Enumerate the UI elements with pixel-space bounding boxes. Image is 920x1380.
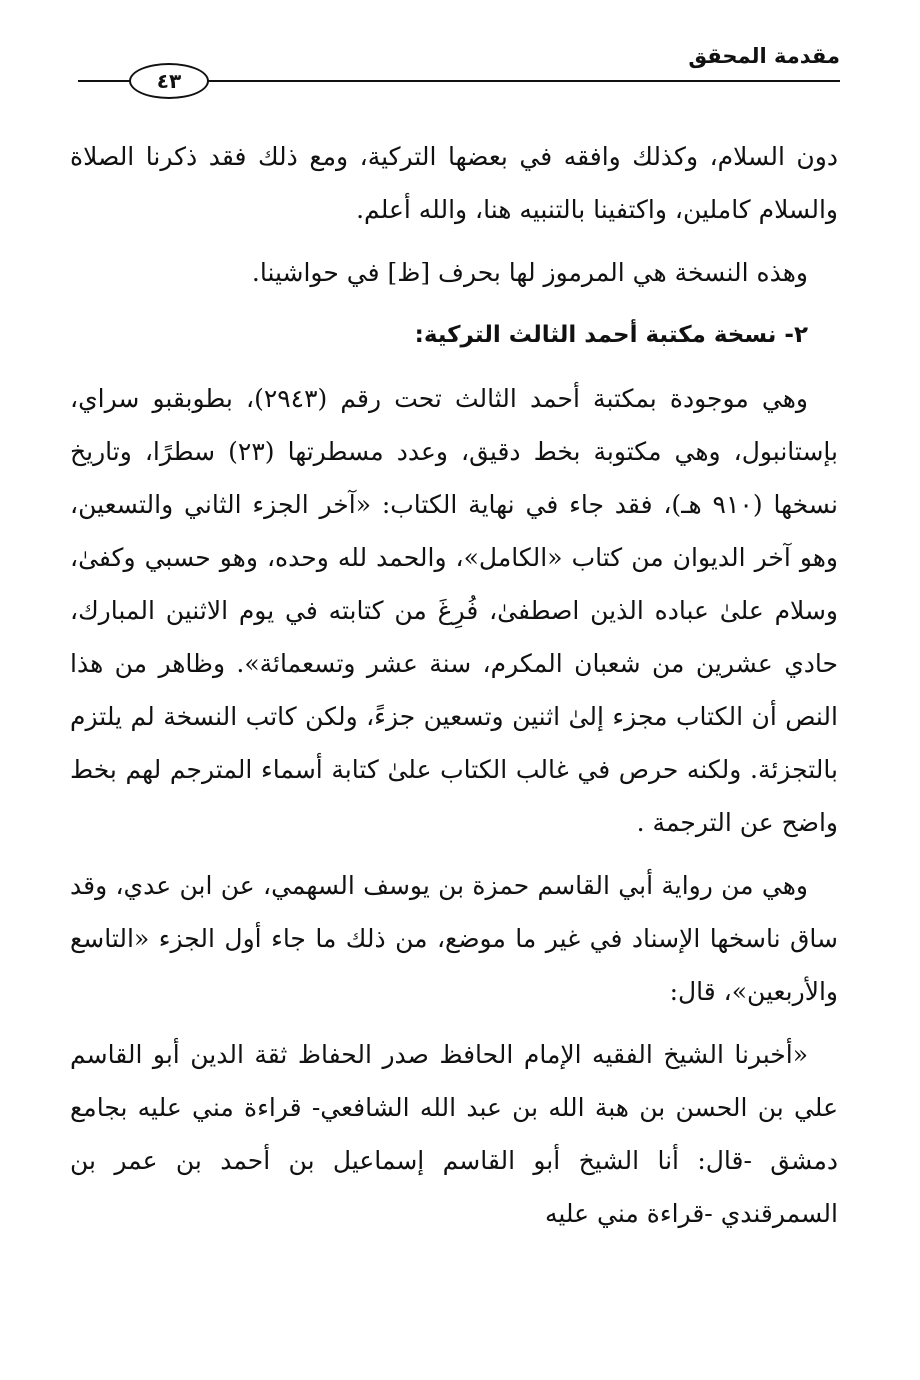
page-number: ٤٣ (156, 69, 182, 93)
page-header (0, 0, 920, 110)
paragraph-1: دون السلام، وكذلك وافقه في بعضها التركية، ومع ذلك فقد ذكرنا الصلاة والسلام كاملين، واكتفينا بالتنبيه هنا، والله أعلم. (70, 142, 838, 224)
paragraph-gap (70, 362, 838, 372)
paragraph-gap (70, 299, 838, 309)
paragraph-gap (70, 1018, 838, 1028)
paragraph-gap (70, 849, 838, 859)
paragraph-2: وهذه النسخة هي المرموز لها بحرف [ظ] في حواشينا. (251, 258, 808, 287)
paragraph-5: «أخبرنا الشيخ الفقيه الإمام الحافظ صدر الحفاظ ثقة الدين أبو القاسم علي بن الحسن بن هبة الله بن عبد الله الشافعي- قراءة مني عليه بجامع دمشق -قال: أنا الشيخ أبو القاسم إسماعيل بن أحمد بن عمر بن السمرقندي -قراءة مني عليه (70, 1040, 838, 1228)
body-text (70, 130, 838, 1240)
page-number-oval (129, 63, 209, 99)
paragraph-gap (70, 236, 838, 246)
paragraph-4: وهي من رواية أبي القاسم حمزة بن يوسف السهمي، عن ابن عدي، وقد ساق ناسخها الإسناد في غير ما موضع، من ذلك ما جاء أول الجزء «التاسع والأربعين»، قال: (70, 871, 838, 1006)
section-heading: ٢- نسخة مكتبة أحمد الثالث التركية: (414, 322, 808, 348)
paragraph-3: وهي موجودة بمكتبة أحمد الثالث تحت رقم (٢٩٤٣)، بطوبقبو سراي، بإستانبول، وهي مكتوبة بخط دقيق، وعدد مسطرتها (٢٣) سطرًا، وتاريخ نسخها (٩١٠ هـ)، فقد جاء في نهاية الكتاب: «آخر الجزء الثاني والتسعين، وهو آخر الديوان من كتاب «الكامل»، والحمد لله وحده، وهو حسبي وكفىٰ، وسلام علىٰ عباده الذين اصطفىٰ، فُرِغَ من كتابته في يوم الاثنين المبارك، حادي عشرين من شعبان المكرم، سنة عشر وتسعمائة». وظاهر من هذا النص أن الكتاب مجزء إلىٰ اثنين وتسعين جزءً، ولكن كاتب النسخة لم يلتزم بالتجزئة. ولكنه حرص في غالب الكتاب علىٰ كتابة أسماء المترجم لهم بخط واضح عن الترجمة . (70, 384, 838, 837)
running-title: مقدمة المحقق (688, 44, 840, 68)
